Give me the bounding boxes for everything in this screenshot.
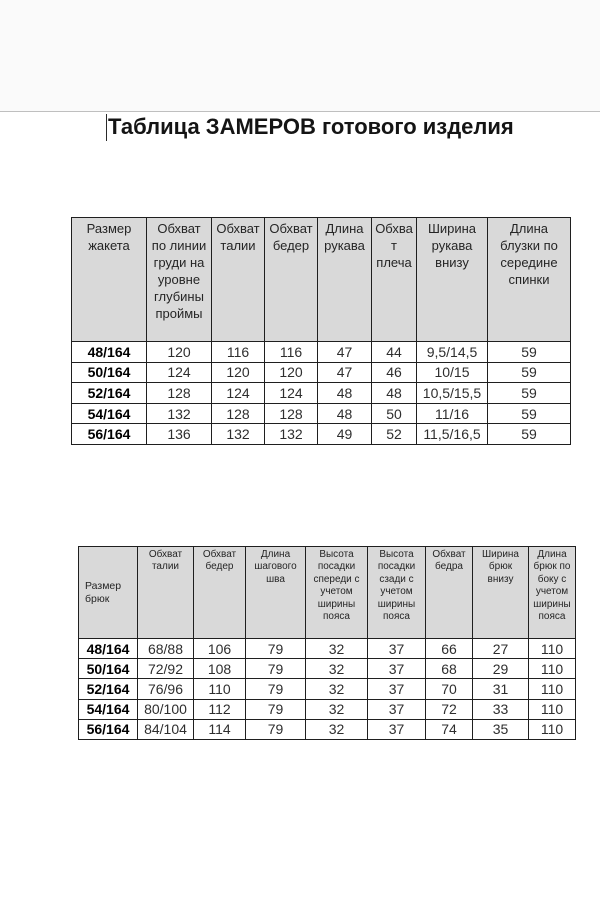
value-cell: 37 [368, 679, 426, 699]
size-cell: 56/164 [79, 719, 138, 739]
column-header: Обхват талии [212, 218, 265, 342]
value-cell: 32 [306, 679, 368, 699]
value-cell: 72/92 [138, 659, 194, 679]
value-cell: 47 [318, 362, 372, 383]
value-cell: 124 [265, 383, 318, 404]
table-row [72, 383, 571, 404]
column-header: Ширина рукава внизу [417, 218, 488, 342]
table-row [79, 679, 576, 699]
value-cell: 37 [368, 659, 426, 679]
value-cell: 46 [372, 362, 417, 383]
value-cell: 110 [529, 679, 576, 699]
column-header: Обхват по линии груди на уровне глубины проймы [147, 218, 212, 342]
value-cell: 79 [246, 639, 306, 659]
jacket-measurements-table [71, 217, 571, 445]
column-header: Длина брюк по боку с учетом ширины пояса [529, 547, 576, 639]
column-header: Размер жакета [72, 218, 147, 342]
value-cell: 47 [318, 342, 372, 363]
value-cell: 59 [488, 403, 571, 424]
value-cell: 110 [194, 679, 246, 699]
value-cell: 68/88 [138, 639, 194, 659]
value-cell: 74 [426, 719, 473, 739]
column-header: Высота посадки сзади с учетом ширины пояса [368, 547, 426, 639]
table-row [79, 699, 576, 719]
value-cell: 84/104 [138, 719, 194, 739]
value-cell: 10/15 [417, 362, 488, 383]
column-header: Обхват талии [138, 547, 194, 639]
table-row [79, 719, 576, 739]
value-cell: 132 [147, 403, 212, 424]
value-cell: 128 [147, 383, 212, 404]
value-cell: 72 [426, 699, 473, 719]
value-cell: 32 [306, 719, 368, 739]
value-cell: 128 [212, 403, 265, 424]
value-cell: 11/16 [417, 403, 488, 424]
value-cell: 32 [306, 659, 368, 679]
value-cell: 110 [529, 699, 576, 719]
value-cell: 32 [306, 699, 368, 719]
value-cell: 116 [265, 342, 318, 363]
value-cell: 108 [194, 659, 246, 679]
value-cell: 116 [212, 342, 265, 363]
column-header: Длина шагового шва [246, 547, 306, 639]
table-row [72, 403, 571, 424]
page-title-text: Таблица ЗАМЕРОВ готового изделия [108, 114, 514, 139]
value-cell: 68 [426, 659, 473, 679]
value-cell: 48 [318, 403, 372, 424]
column-header: Обхват бедер [194, 547, 246, 639]
value-cell: 48 [372, 383, 417, 404]
value-cell: 35 [473, 719, 529, 739]
size-cell: 54/164 [72, 403, 147, 424]
value-cell: 37 [368, 639, 426, 659]
value-cell: 128 [265, 403, 318, 424]
value-cell: 37 [368, 699, 426, 719]
value-cell: 114 [194, 719, 246, 739]
header-row [72, 218, 571, 342]
value-cell: 110 [529, 639, 576, 659]
column-header: Ширина брюк внизу [473, 547, 529, 639]
size-cell: 54/164 [79, 699, 138, 719]
table-row [72, 362, 571, 383]
value-cell: 10,5/15,5 [417, 383, 488, 404]
value-cell: 132 [212, 424, 265, 445]
value-cell: 31 [473, 679, 529, 699]
value-cell: 52 [372, 424, 417, 445]
value-cell: 112 [194, 699, 246, 719]
table-row [72, 342, 571, 363]
column-header: Высота посадки спереди с учетом ширины пояса [306, 547, 368, 639]
table-row [79, 659, 576, 679]
value-cell: 29 [473, 659, 529, 679]
value-cell: 124 [212, 383, 265, 404]
header-row [79, 547, 576, 639]
column-header: Размер брюк [79, 547, 138, 639]
size-cell: 48/164 [79, 639, 138, 659]
value-cell: 66 [426, 639, 473, 659]
value-cell: 59 [488, 342, 571, 363]
column-header: Длина рукава [318, 218, 372, 342]
value-cell: 124 [147, 362, 212, 383]
value-cell: 9,5/14,5 [417, 342, 488, 363]
page-title [108, 111, 514, 142]
value-cell: 79 [246, 719, 306, 739]
value-cell: 59 [488, 424, 571, 445]
value-cell: 37 [368, 719, 426, 739]
value-cell: 11,5/16,5 [417, 424, 488, 445]
value-cell: 48 [318, 383, 372, 404]
value-cell: 110 [529, 659, 576, 679]
table-row [79, 639, 576, 659]
value-cell: 110 [529, 719, 576, 739]
column-header: Обхват бедер [265, 218, 318, 342]
value-cell: 120 [265, 362, 318, 383]
value-cell: 49 [318, 424, 372, 445]
value-cell: 27 [473, 639, 529, 659]
value-cell: 79 [246, 659, 306, 679]
size-cell: 52/164 [72, 383, 147, 404]
value-cell: 80/100 [138, 699, 194, 719]
column-header: Длина блузки по середине спинки [488, 218, 571, 342]
value-cell: 70 [426, 679, 473, 699]
value-cell: 33 [473, 699, 529, 719]
text-cursor [106, 114, 107, 141]
value-cell: 79 [246, 679, 306, 699]
size-cell: 50/164 [72, 362, 147, 383]
value-cell: 76/96 [138, 679, 194, 699]
size-cell: 52/164 [79, 679, 138, 699]
size-cell: 56/164 [72, 424, 147, 445]
value-cell: 136 [147, 424, 212, 445]
value-cell: 32 [306, 639, 368, 659]
size-cell: 50/164 [79, 659, 138, 679]
column-header: Обхват плеча [372, 218, 417, 342]
value-cell: 120 [212, 362, 265, 383]
page-top-margin [0, 0, 600, 112]
value-cell: 106 [194, 639, 246, 659]
trousers-measurements-table [78, 546, 576, 740]
size-cell: 48/164 [72, 342, 147, 363]
value-cell: 132 [265, 424, 318, 445]
value-cell: 59 [488, 362, 571, 383]
value-cell: 59 [488, 383, 571, 404]
value-cell: 79 [246, 699, 306, 719]
value-cell: 50 [372, 403, 417, 424]
value-cell: 44 [372, 342, 417, 363]
table-row [72, 424, 571, 445]
value-cell: 120 [147, 342, 212, 363]
column-header: Обхват бедра [426, 547, 473, 639]
